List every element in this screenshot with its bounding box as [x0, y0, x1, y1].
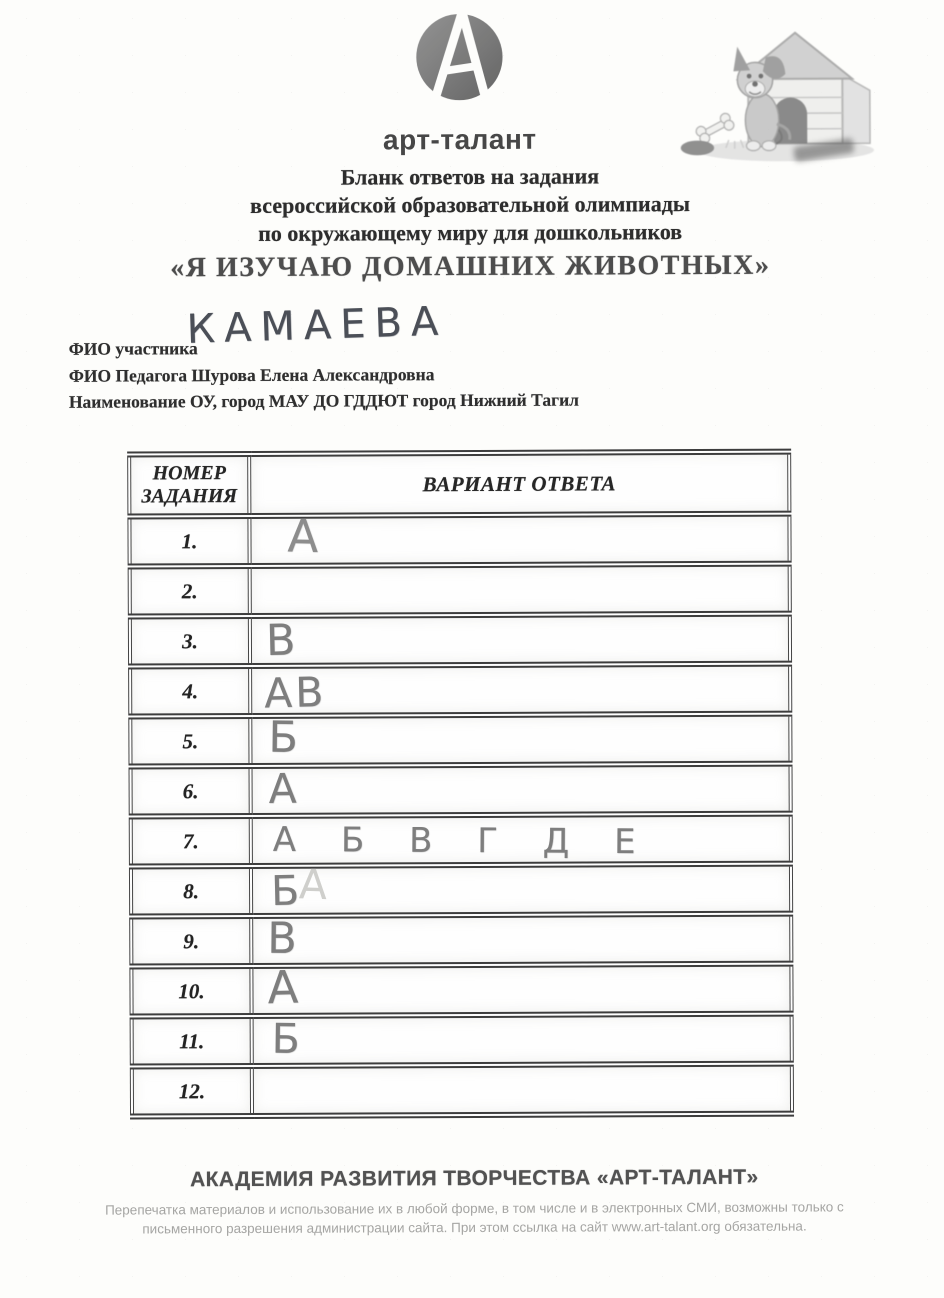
brand-logo	[349, 8, 570, 157]
footer-disclaimer	[2, 1197, 944, 1239]
table-row	[130, 614, 790, 667]
handwritten-answer: В	[267, 913, 298, 964]
task-number-cell	[131, 966, 251, 1017]
title-line-3: по окружающему миру для дошкольников	[258, 219, 683, 246]
table-row	[131, 964, 791, 1017]
answer-cell	[250, 614, 790, 666]
participant-name-handwritten: КАМАЕВА	[185, 298, 448, 353]
answer-cell	[250, 564, 790, 616]
table-row	[131, 914, 791, 967]
task-number: 11.	[179, 1028, 205, 1053]
form-title-block	[0, 161, 942, 286]
participant-name-line	[68, 298, 579, 363]
task-number-cell	[130, 616, 250, 667]
table-header-row	[129, 452, 789, 517]
answer-cell	[250, 664, 790, 716]
handwritten-answer: В	[265, 615, 296, 666]
table-row	[130, 564, 790, 617]
table-row	[131, 814, 791, 867]
task-number-cell	[129, 516, 249, 567]
footer	[2, 1165, 944, 1239]
participant-name-label: ФИО участника	[68, 338, 198, 359]
table-row	[130, 664, 790, 717]
task-number: 8.	[183, 878, 199, 903]
handwritten-answer-faint: А	[298, 859, 328, 909]
task-number-cell	[130, 666, 250, 717]
handwritten-answer: Б	[268, 712, 299, 763]
handwritten-answer: Б	[270, 866, 300, 915]
answer-cell	[250, 714, 790, 766]
task-number: 12.	[178, 1078, 206, 1103]
task-number: 1.	[181, 528, 198, 553]
title-line-2: всероссийской образовательной олимпиады	[250, 191, 691, 218]
handwritten-answer: А	[268, 764, 297, 813]
header-answer-label: ВАРИАНТ ОТВЕТА	[422, 470, 616, 496]
answer-cell	[251, 914, 791, 966]
table-row	[131, 864, 791, 917]
table-row	[130, 714, 790, 767]
task-number: 6.	[182, 778, 199, 803]
task-number: 2.	[181, 578, 198, 603]
answer-cell	[252, 1014, 792, 1066]
handwritten-answer: А	[286, 509, 319, 563]
footer-disclaimer-line1: Перепечатка материалов и использование их в любой форме, в том числе и в электронных СМИ, возможны только с	[105, 1199, 844, 1218]
answer-cell	[251, 764, 791, 816]
olympiad-name: «Я ИЗУЧАЮ ДОМАШНИХ ЖИВОТНЫХ»	[170, 249, 771, 284]
answer-cell	[251, 859, 791, 916]
task-number: 5.	[182, 728, 199, 753]
answer-cell	[252, 1064, 792, 1116]
answer-cell	[251, 960, 791, 1016]
handwritten-answer: А Б В Г Д Е	[272, 819, 653, 862]
handwritten-answer: А	[266, 960, 299, 1014]
task-number-cell	[131, 766, 251, 817]
table-row	[132, 1064, 792, 1117]
header-task-number-line1: НОМЕР	[152, 462, 226, 485]
task-number-cell	[131, 816, 251, 867]
task-number-cell	[131, 916, 251, 967]
art-talant-logo-icon	[410, 8, 508, 112]
title-line-1: Бланк ответов на задания	[340, 163, 600, 190]
answer-table	[127, 449, 794, 1120]
table-row	[132, 1014, 792, 1067]
answer-cell	[251, 814, 791, 866]
teacher-name-line: ФИО Педагога Шурова Елена Александровна	[68, 363, 435, 386]
header-task-number-cell	[129, 454, 249, 517]
handwritten-answer: Б	[271, 1014, 301, 1063]
task-number-cell	[131, 866, 251, 917]
brand-name: арт-талант	[382, 123, 537, 156]
task-number: 10.	[178, 978, 205, 1003]
task-number: 4.	[182, 678, 199, 703]
header-task-number-line2: ЗАДАНИЯ	[141, 485, 238, 508]
footer-disclaimer-line2: письменного разрешения администрации сайта. При этом ссылка на сайт www.art-talant.org обязательна.	[142, 1218, 807, 1237]
table-row	[129, 514, 789, 567]
task-number: 3.	[182, 628, 198, 653]
handwritten-answer: АВ	[263, 667, 327, 717]
task-number-cell	[130, 566, 250, 617]
task-number-cell	[132, 1016, 252, 1067]
task-number-cell	[130, 716, 250, 767]
task-number-cell	[132, 1066, 252, 1117]
task-number: 9.	[183, 928, 200, 953]
school-name-line: Наименование ОУ, город МАУ ДО ГДДЮТ город Нижний Тагил	[68, 389, 580, 412]
header-answer-cell	[249, 452, 789, 516]
answer-cell	[249, 509, 789, 566]
task-number: 7.	[182, 828, 199, 853]
table-row	[131, 764, 791, 817]
participant-info-block	[68, 298, 580, 416]
footer-org-name: АКАДЕМИЯ РАЗВИТИЯ ТВОРЧЕСТВА «АРТ-ТАЛАНТ»	[190, 1165, 759, 1192]
